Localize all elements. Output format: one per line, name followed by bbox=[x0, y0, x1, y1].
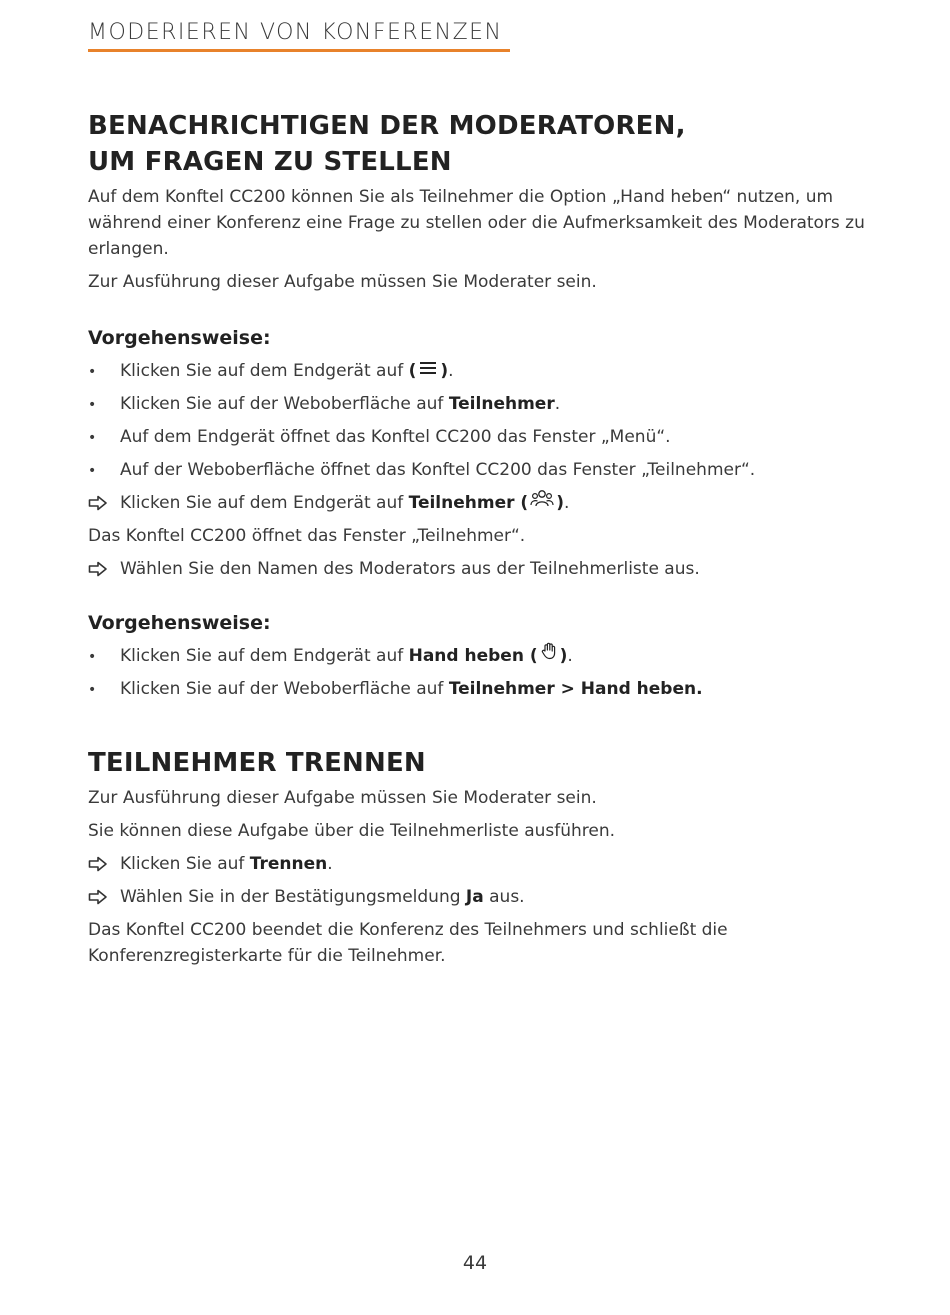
bullet: • bbox=[88, 463, 97, 479]
section-heading-notify-moderators bbox=[88, 108, 686, 180]
bullet: • bbox=[88, 364, 97, 380]
heading-line-1: BENACHRICHTIGEN DER MODERATOREN, bbox=[88, 111, 686, 141]
result-paragraph: Das Konftel CC200 beendet die Konferenz des Teilnehmers und schließt die Konferenzregisterkarte für die Teilnehmer. bbox=[88, 920, 728, 966]
arrow-right-icon bbox=[88, 490, 110, 511]
list-item: Klicken Sie auf Trennen. bbox=[88, 851, 868, 877]
arrow-right-icon bbox=[88, 556, 110, 577]
list-item: • Klicken Sie auf der Weboberfläche auf Teilnehmer. bbox=[88, 391, 868, 417]
intro-paragraph: Auf dem Konftel CC200 können Sie als Teilnehmer die Option „Hand heben“ nutzen, um während einer Konferenz eine Frage zu stellen oder die Aufmerksamkeit des Moderators zu erlangen. bbox=[88, 187, 865, 259]
section2-body bbox=[88, 785, 868, 969]
list-item: • Auf dem Endgerät öffnet das Konftel CC200 das Fenster „Menü“. bbox=[88, 424, 868, 450]
raise-hand-icon bbox=[540, 642, 558, 668]
list-item: Wählen Sie in der Bestätigungsmeldung Ja aus. bbox=[88, 884, 868, 910]
menu-icon bbox=[418, 357, 438, 383]
section-heading-disconnect-participant: TEILNEHMER TRENNEN bbox=[88, 748, 426, 778]
bullet: • bbox=[88, 649, 97, 665]
arrow-right-icon bbox=[88, 851, 110, 872]
procedure-2 bbox=[88, 609, 868, 702]
list-item: • Klicken Sie auf dem Endgerät auf Hand heben ( ). bbox=[88, 643, 868, 669]
bullet: • bbox=[88, 682, 97, 698]
procedure-1 bbox=[88, 324, 868, 582]
procedure-label: Vorgehensweise: bbox=[88, 327, 271, 349]
procedure-label: Vorgehensweise: bbox=[88, 612, 271, 634]
bullet: • bbox=[88, 397, 97, 413]
heading-line-2: UM FRAGEN ZU STELLEN bbox=[88, 147, 452, 177]
list-item: Wählen Sie den Namen des Moderators aus der Teilnehmerliste aus. bbox=[88, 556, 868, 582]
list-item: Klicken Sie auf dem Endgerät auf Teilnehmer ( ). bbox=[88, 490, 868, 516]
page-number: 44 bbox=[462, 1252, 488, 1274]
bullet: • bbox=[88, 430, 97, 446]
list-item: • Auf der Weboberfläche öffnet das Konftel CC200 das Fenster „Teilnehmer“. bbox=[88, 457, 868, 483]
running-header: MODERIEREN VON KONFERENZEN bbox=[88, 20, 510, 52]
section1-intro-block bbox=[88, 184, 868, 295]
result-paragraph: Das Konftel CC200 öffnet das Fenster „Teilnehmer“. bbox=[88, 526, 526, 546]
list-item: • Klicken Sie auf der Weboberfläche auf Teilnehmer > Hand heben. bbox=[88, 676, 868, 702]
participants-icon bbox=[530, 489, 554, 515]
list-item: • Klicken Sie auf dem Endgerät auf ( ). bbox=[88, 358, 868, 384]
info-paragraph: Sie können diese Aufgabe über die Teilnehmerliste ausführen. bbox=[88, 821, 616, 841]
requirement-paragraph: Zur Ausführung dieser Aufgabe müssen Sie Moderater sein. bbox=[88, 788, 597, 808]
arrow-right-icon bbox=[88, 884, 110, 905]
requirement-paragraph: Zur Ausführung dieser Aufgabe müssen Sie Moderater sein. bbox=[88, 272, 597, 292]
